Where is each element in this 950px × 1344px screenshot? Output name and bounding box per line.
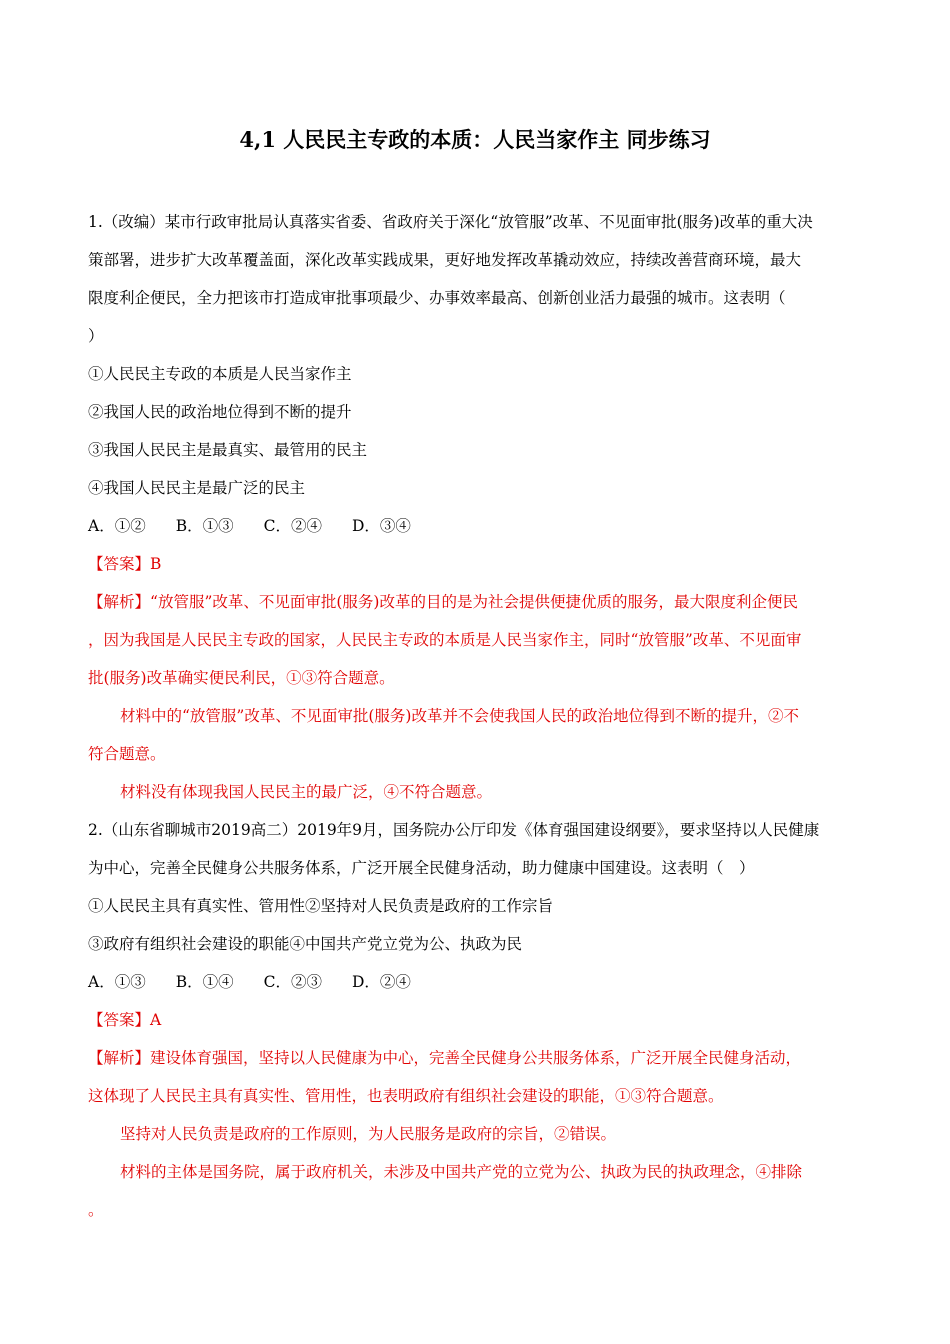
question-1: [88, 203, 864, 811]
analysis-paragraph-line: 材料没有体现我国人民民主的最广泛，④不符合题意。: [120, 783, 493, 801]
option-b: B．①④: [175, 973, 234, 991]
question-stem-line: 2.（山东省聊城市2019高二）2019年9月，国务院办公厅印发《体育强国建设纲要》，要求坚持以人民健康: [88, 821, 820, 839]
analysis-line: 批(服务)改革确实便民利民，①③符合题意。: [88, 669, 395, 687]
option-c: C．②③: [263, 973, 322, 991]
analysis-paragraph-line: 材料中的“放管服”改革、不见面审批(服务)改革并不会使我国人民的政治地位得到不断的提升，②不: [120, 707, 799, 725]
analysis-line: 这体现了人民民主具有真实性、管用性，也表明政府有组织社会建设的职能，①③符合题意。: [88, 1087, 724, 1105]
answer-line: 【答案】A: [88, 1011, 162, 1029]
statement-item: ①人民民主专政的本质是人民当家作主: [88, 365, 352, 383]
question-stem-line: ）: [88, 327, 104, 345]
statement-item: ①人民民主具有真实性、管用性②坚持对人民负责是政府的工作宗旨: [88, 897, 554, 915]
option-c: C．②④: [263, 517, 322, 535]
answer-options: [88, 507, 864, 545]
document-content: [88, 203, 864, 1229]
analysis-paragraph-line: 符合题意。: [88, 745, 166, 763]
question-stem-line: 1.（改编）某市行政审批局认真落实省委、省政府关于深化“放管服”改革、不见面审批(服务)改革的重大决: [88, 213, 813, 231]
question-2: [88, 811, 864, 1229]
analysis-line: [88, 1039, 864, 1077]
analysis-label: 【解析】: [88, 593, 151, 611]
analysis-paragraph-line: 。: [88, 1201, 104, 1219]
analysis-line: [88, 583, 864, 621]
option-a: A．①②: [88, 517, 146, 535]
option-b: B．①③: [175, 517, 234, 535]
statement-item: ③政府有组织社会建设的职能④中国共产党立党为公、执政为民: [88, 935, 523, 953]
statement-item: ④我国人民民主是最广泛的民主: [88, 479, 306, 497]
option-a: A．①③: [88, 973, 146, 991]
analysis-paragraph-line: 材料的主体是国务院，属于政府机关，未涉及中国共产党的立党为公、执政为民的执政理念，④排除: [120, 1163, 803, 1181]
question-stem-line: 限度利企便民，全力把该市打造成审批事项最少、办事效率最高、创新创业活力最强的城市。这表明（: [88, 289, 786, 307]
statement-item: ②我国人民的政治地位得到不断的提升: [88, 403, 352, 421]
analysis-line: ，因为我国是人民民主专政的国家，人民民主专政的本质是人民当家作主，同时“放管服”改革、不见面审: [88, 631, 802, 649]
option-d: D．③④: [351, 517, 411, 535]
answer-options: [88, 963, 864, 1001]
answer-line: 【答案】B: [88, 555, 162, 573]
question-stem-line: 策部署，进步扩大改革覆盖面，深化改革实践成果，更好地发挥改革撬动效应，持续改善营商环境，最大: [88, 251, 802, 269]
analysis-paragraph-line: 坚持对人民负责是政府的工作原则，为人民服务是政府的宗旨，②错误。: [120, 1125, 617, 1143]
analysis-text: 建设体育强国，坚持以人民健康为中心，完善全民健身公共服务体系，广泛开展全民健身活动，: [150, 1049, 802, 1067]
analysis-label: 【解析】: [88, 1049, 151, 1067]
question-stem-line: 为中心，完善全民健身公共服务体系，广泛开展全民健身活动，助力健康中国建设。这表明（ ）: [88, 859, 755, 877]
document-title: 4,1 人民民主专政的本质：人民当家作主 同步练习: [239, 127, 711, 152]
statement-item: ③我国人民民主是最真实、最管用的民主: [88, 441, 368, 459]
analysis-text: “放管服”改革、不见面审批(服务)改革的目的是为社会提供便捷优质的服务，最大限度利企便民: [150, 593, 798, 611]
option-d: D．②④: [351, 973, 411, 991]
